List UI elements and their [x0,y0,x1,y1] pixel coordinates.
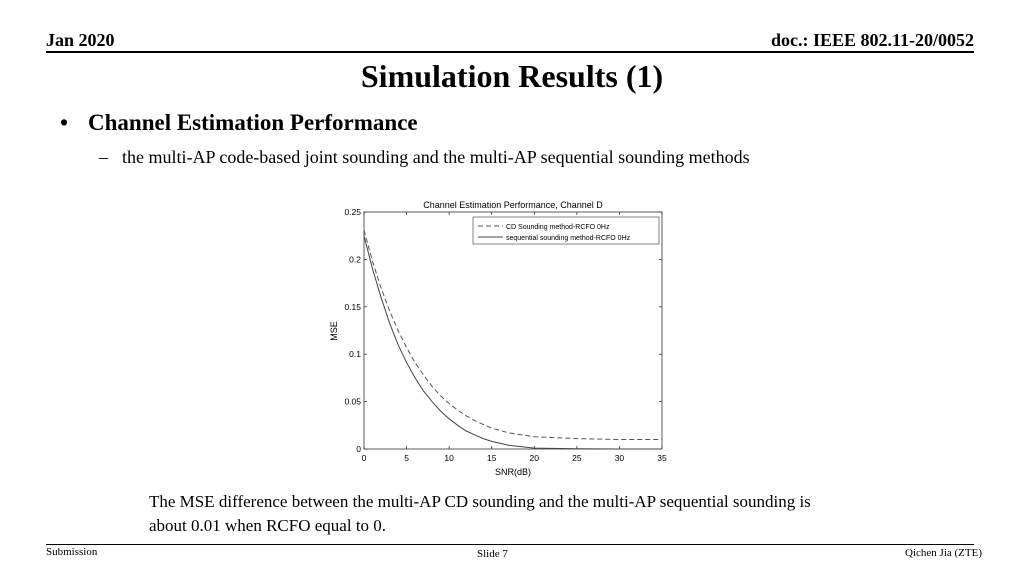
x-tick-label: 25 [572,453,582,463]
chart-ylabel: MSE [329,321,339,341]
footer-divider [46,544,974,545]
y-tick-label: 0.2 [349,254,361,265]
caption [149,490,929,538]
dash-marker: – [99,147,108,167]
x-tick-label: 15 [486,453,497,463]
bullet-level2 [99,147,750,168]
bullet-level1 [60,110,418,136]
y-tick-label: 0.25 [344,207,361,217]
footer-slide-number: Slide 7 [477,548,508,560]
x-tick-label: 30 [614,453,625,463]
x-tick-label: 35 [657,453,667,463]
footer-author: Qichen Jia (ZTE) [905,547,982,559]
y-tick-label: 0.15 [344,301,361,312]
chart-xlabel: SNR(dB) [494,467,532,477]
y-tick-label: 0 [356,444,361,454]
x-tick-label: 10 [444,453,454,463]
x-tick-label: 5 [404,453,409,463]
footer-submission: Submission [46,546,98,558]
header-doc-id: doc.: IEEE 802.11-20/0052 [770,30,974,50]
bullet-marker: • [60,110,69,135]
legend-label-2: sequential sounding method-RCFO 0Hz [506,235,631,242]
slide-title: Simulation Results (1) [360,58,664,94]
y-tick-label: 0.05 [344,396,361,407]
plot-frame [364,212,662,449]
bullet-level1-text: Channel Estimation Performance [88,110,418,135]
y-tick-label: 0.1 [349,349,361,360]
mse-chart [320,192,680,482]
caption-line-1: The MSE difference between the multi-AP CD sounding and the multi-AP sequential sounding is [149,492,811,511]
x-tick-label: 20 [529,453,540,463]
chart-title: Channel Estimation Performance, Channel D [423,200,603,210]
header-date: Jan 2020 [46,30,115,50]
legend-label-1: CD Sounding method-RCFO 0Hz [506,224,610,231]
plot-area [344,207,667,463]
bullet-level2-text: the multi-AP code-based joint sounding and the multi-AP sequential sounding methods [122,147,750,167]
header-divider [46,51,974,53]
caption-line-2: about 0.01 when RCFO equal to 0. [149,516,387,535]
x-tick-label: 0 [361,453,367,463]
